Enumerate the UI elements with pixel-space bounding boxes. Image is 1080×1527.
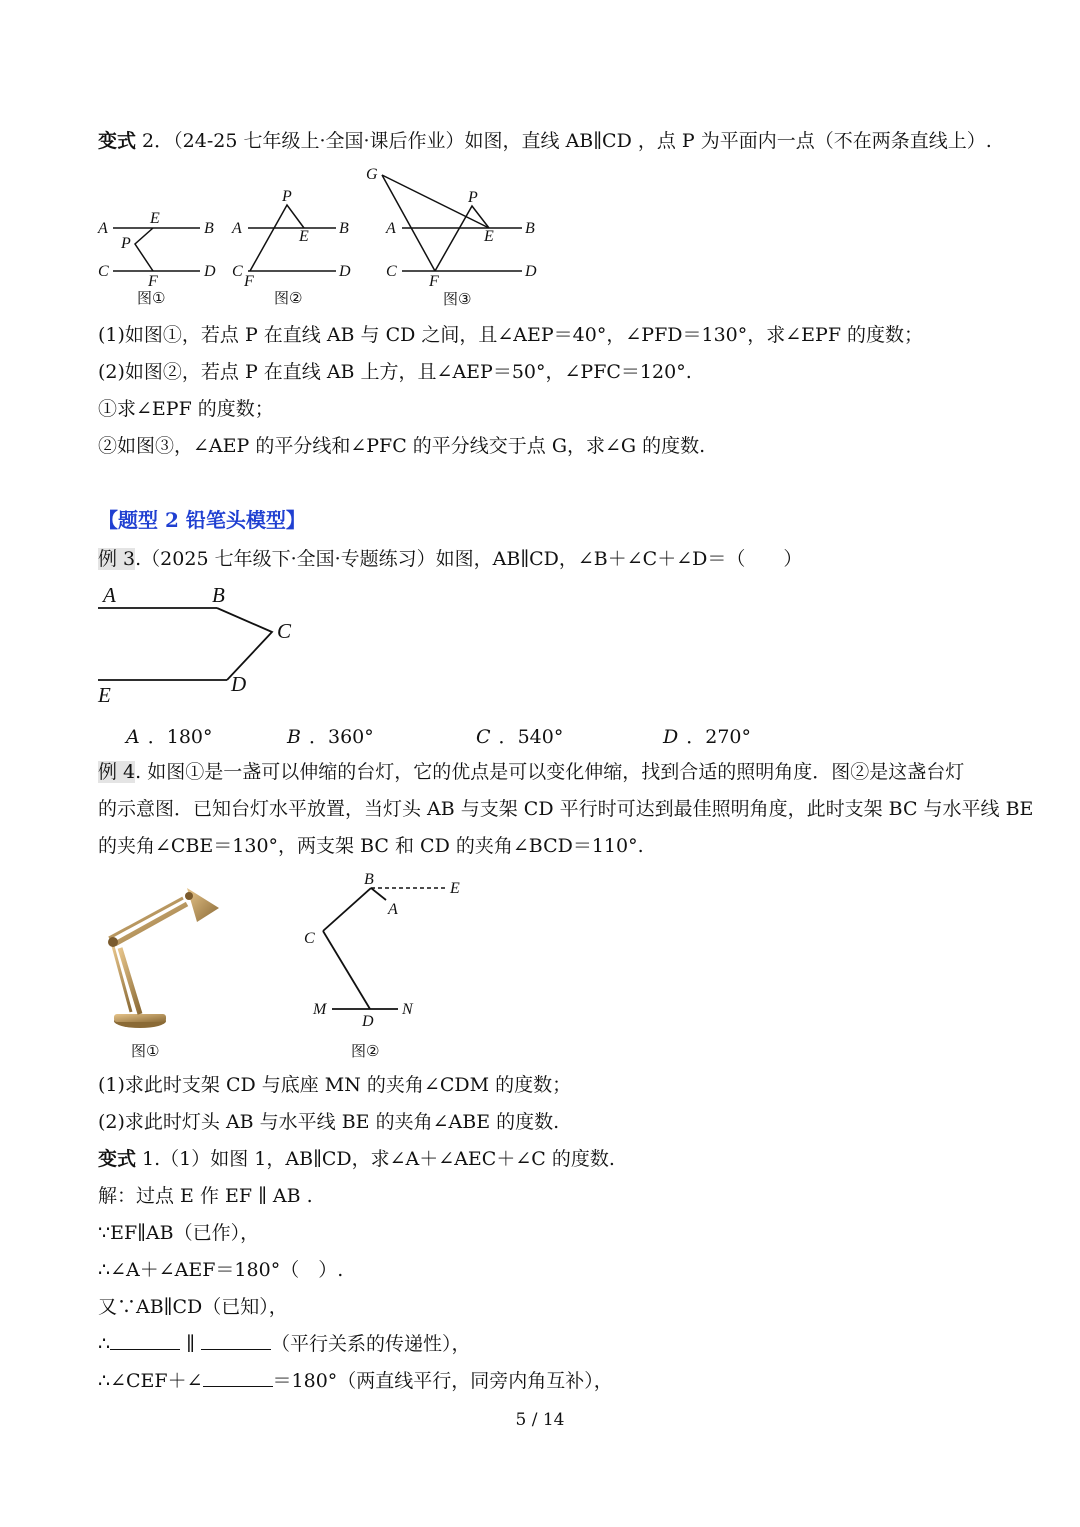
- option-key: B: [287, 726, 301, 748]
- variant1-step6: [98, 1368, 613, 1394]
- option-key: C: [476, 726, 491, 748]
- fig3-label: A: [386, 220, 396, 237]
- fig1-label: F: [148, 273, 158, 290]
- variant1-step1: 解：过点 E 作 EF ∥ AB .: [98, 1185, 313, 1207]
- fig3-label: D: [525, 263, 537, 280]
- step5-prefix: ∴: [98, 1333, 111, 1355]
- variant1-step2: ∵EF∥AB（已作），: [98, 1222, 260, 1244]
- fig2-label: F: [244, 273, 254, 290]
- lamp-label: N: [402, 1001, 413, 1018]
- fig2-label: B: [339, 220, 349, 237]
- fig2-label: C: [232, 263, 243, 280]
- fig3-label: E: [484, 228, 494, 245]
- section-heading: 【题型 2 铅笔头模型】: [98, 508, 306, 532]
- ex3-label: E: [98, 683, 111, 707]
- variant1-text: 1.（1）如图 1，AB∥CD，求∠A＋∠AEC＋∠C 的度数.: [136, 1148, 615, 1170]
- fig1-caption: 图①: [137, 289, 166, 307]
- variant2-fig2: [228, 185, 358, 310]
- fig2-label: E: [299, 228, 309, 245]
- variant2-fig1: [95, 200, 225, 310]
- fig1-label: B: [204, 220, 214, 237]
- fig3-label: F: [429, 273, 439, 290]
- page-number: 5 / 14: [515, 1410, 565, 1430]
- variant-label: 变式: [98, 1148, 137, 1170]
- fig3-label: P: [468, 189, 478, 206]
- fig1-label: P: [121, 235, 131, 252]
- lamp-label: A: [388, 901, 398, 918]
- fig2-caption: 图②: [274, 289, 303, 307]
- fig1-label: C: [98, 263, 109, 280]
- example4-line2: 的示意图．已知台灯水平放置，当灯头 AB 与支架 CD 平行时可达到最佳照明角度，此时支架 BC 与水平线 BE: [98, 798, 1034, 820]
- option-a[interactable]: A ．180°: [126, 726, 213, 748]
- ex3-label: C: [277, 619, 292, 643]
- fig1-label: D: [204, 263, 216, 280]
- variant1-title: [98, 1146, 615, 1172]
- lamp-label: B: [364, 871, 374, 888]
- variant1-step5: [98, 1331, 470, 1357]
- step5-suffix: （平行关系的传递性），: [270, 1333, 471, 1355]
- fig3-label: B: [525, 220, 535, 237]
- option-key: A: [126, 726, 140, 748]
- variant-label: 变式: [98, 130, 137, 152]
- blank-field[interactable]: [110, 1331, 180, 1350]
- step5-mid: ∥: [180, 1333, 201, 1355]
- example4-q2: (2)求此时灯头 AB 与水平线 BE 的夹角∠ABE 的度数.: [98, 1111, 560, 1133]
- fig3-label: G: [366, 166, 378, 183]
- option-b[interactable]: B ．360°: [287, 726, 374, 748]
- fig2-label: A: [232, 220, 242, 237]
- fig1-label: E: [150, 210, 160, 227]
- fig3-caption: 图③: [443, 290, 472, 308]
- lamp-diagram: [298, 868, 468, 1063]
- ex3-label: B: [212, 583, 225, 607]
- option-value: 180°: [166, 726, 213, 748]
- step6-suffix: ＝180°（两直线平行，同旁内角互补），: [272, 1370, 613, 1392]
- example4-q1: (1)求此时支架 CD 与底座 MN 的夹角∠CDM 的度数；: [98, 1074, 572, 1096]
- example4-text1: . 如图①是一盏可以伸缩的台灯，它的优点是可以变化伸缩，找到合适的照明角度．图②是这盏台灯: [135, 761, 965, 783]
- lamp-caption: 图①: [131, 1042, 160, 1060]
- step6-prefix: ∴∠CEF＋∠: [98, 1370, 203, 1392]
- option-value: 360°: [327, 726, 374, 748]
- variant2-q2: (2)如图②，若点 P 在直线 AB 上方，且∠AEP＝50°，∠PFC＝120°.: [98, 361, 692, 383]
- variant2-fig3: [366, 162, 545, 310]
- example3-figure: [95, 580, 315, 710]
- option-key: D: [663, 726, 679, 748]
- variant2-text: 2．（24-25 七年级上·全国·课后作业）如图，直线 AB∥CD ，点 P 为平面内一点（不在两条直线上）.: [136, 130, 992, 152]
- ex3-label: A: [103, 583, 116, 607]
- option-c[interactable]: C ．540°: [476, 726, 564, 748]
- option-value: 270°: [705, 726, 752, 748]
- blank-field[interactable]: [203, 1368, 273, 1387]
- example4-line3: 的夹角∠CBE＝130°，两支架 BC 和 CD 的夹角∠BCD＝110°.: [98, 835, 644, 857]
- fig3-label: C: [386, 263, 397, 280]
- variant2-q2b: ②如图③，∠AEP 的平分线和∠PFC 的平分线交于点 G，求∠G 的度数.: [98, 435, 706, 457]
- variant1-step3: ∴∠A＋∠AEF＝180°（ ）.: [98, 1259, 344, 1281]
- fig2-label: D: [339, 263, 351, 280]
- variant1-step4: 又∵AB∥CD（已知），: [98, 1296, 288, 1318]
- lamp-label: C: [304, 930, 315, 947]
- ex3-label: D: [231, 672, 247, 696]
- example4-line1: [98, 759, 964, 785]
- example3-text: .（2025 七年级下·全国·专题练习）如图，AB∥CD，∠B＋∠C＋∠D＝（ ）: [135, 548, 803, 570]
- lamp-label: M: [313, 1001, 327, 1018]
- lamp-label: E: [450, 880, 460, 897]
- example3-title: [98, 546, 802, 572]
- variant2-title: [98, 128, 992, 154]
- lamp-photo: [95, 878, 230, 1063]
- option-d[interactable]: D ．270°: [663, 726, 752, 748]
- option-value: 540°: [517, 726, 564, 748]
- example4-label: 例 4: [98, 761, 136, 783]
- blank-field[interactable]: [201, 1331, 271, 1350]
- variant2-q1: (1)如图①，若点 P 在直线 AB 与 CD 之间，且∠AEP＝40°，∠PFD＝130°，求∠EPF 的度数；: [98, 324, 924, 346]
- fig1-label: A: [98, 220, 108, 237]
- example3-label: 例 3: [98, 548, 136, 570]
- lamp-label: D: [362, 1013, 374, 1030]
- fig2-label: P: [282, 188, 292, 205]
- variant2-q2a: ①求∠EPF 的度数；: [98, 398, 274, 420]
- lamp-diagram-caption: 图②: [351, 1042, 380, 1060]
